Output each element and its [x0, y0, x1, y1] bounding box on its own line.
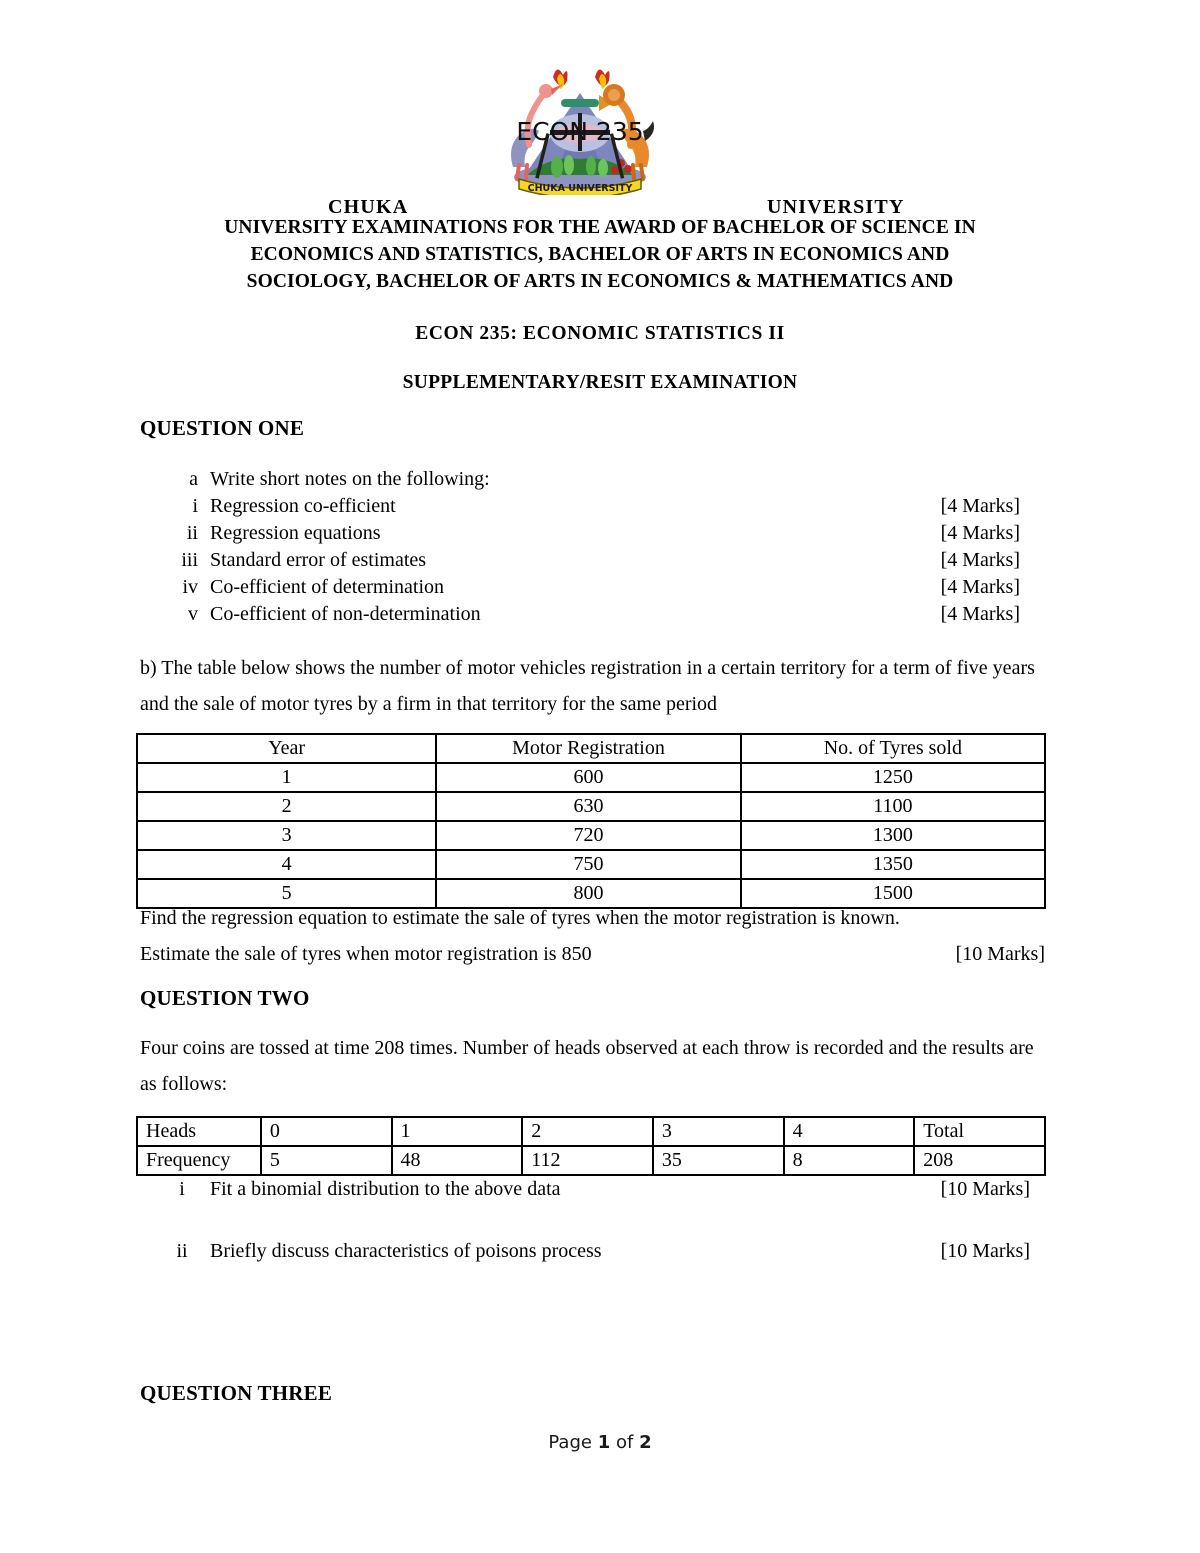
table-row-heads: [137, 1117, 1045, 1146]
list-item-marks: [4 Marks]: [940, 495, 1020, 517]
list-item-text: Regression equations: [210, 522, 381, 544]
cell-motor-registration: 630: [436, 792, 740, 821]
cell-year: 4: [137, 850, 436, 879]
list-item-marker: v: [188, 603, 198, 625]
university-name-left: CHUKA: [328, 196, 409, 218]
cell-frequency-value: 48: [392, 1146, 523, 1175]
question-one-sub-items: [140, 468, 1030, 630]
cell-motor-registration: 720: [436, 821, 740, 850]
table-row: [137, 763, 1045, 792]
cell-frequency-value: 5: [261, 1146, 392, 1175]
question-two-heading: QUESTION TWO: [140, 986, 310, 1010]
cell-tyres-sold: 1350: [741, 850, 1045, 879]
list-item-marker: a: [189, 468, 198, 490]
list-item-marker: i: [179, 1178, 185, 1200]
table-row: [137, 821, 1045, 850]
exam-title-block: [150, 214, 1050, 394]
cell-year: 1: [137, 763, 436, 792]
cell-heads-value: 4: [784, 1117, 915, 1146]
question-one-part-b-paragraph: b) The table below shows the number of motor vehicles registration in a certain territory for a term of five years and the sale of motor tyres by a firm in that territory for the same period: [140, 657, 1035, 715]
cell-motor-registration: 750: [436, 850, 740, 879]
list-item: [140, 495, 1030, 522]
find-line-2-wrap: [140, 936, 1045, 972]
cell-year: 3: [137, 821, 436, 850]
list-item-text: Regression co-efficient: [210, 495, 396, 517]
list-item-text: Standard error of estimates: [210, 549, 427, 571]
econ-code-overlay: ECON 235: [516, 117, 644, 146]
list-item: [140, 1240, 1035, 1272]
column-header-year: Year: [137, 734, 436, 763]
question-three-heading: QUESTION THREE: [140, 1381, 333, 1405]
list-item-marker: iv: [182, 576, 198, 598]
cell-heads-value: 1: [392, 1117, 523, 1146]
list-item-marks: [4 Marks]: [940, 576, 1020, 598]
list-item: [140, 468, 1030, 495]
cell-year: 2: [137, 792, 436, 821]
footer-page-middle: of: [615, 1432, 634, 1453]
exam-type-title: SUPPLEMENTARY/RESIT EXAMINATION: [402, 372, 798, 393]
list-item-marks: [4 Marks]: [940, 603, 1020, 625]
title-line-1: UNIVERSITY EXAMINATIONS FOR THE AWARD OF BACHELOR OF SCIENCE IN: [224, 217, 976, 238]
find-marks: [10 Marks]: [955, 943, 1045, 965]
question-two-items: [140, 1178, 1035, 1302]
table-header-row: [137, 734, 1045, 763]
column-header-tyres-sold: No. of Tyres sold: [741, 734, 1045, 763]
title-line-3: SOCIOLOGY, BACHELOR OF ARTS IN ECONOMICS & MATHEMATICS AND: [246, 271, 954, 292]
document-header: [0, 55, 1200, 218]
cell-frequency-value: 112: [522, 1146, 653, 1175]
footer-page-prefix: Page: [548, 1432, 592, 1453]
list-item: [140, 549, 1030, 576]
cell-tyres-sold: 1100: [741, 792, 1045, 821]
cell-tyres-sold: 1300: [741, 821, 1045, 850]
footer-current-page: 1: [597, 1432, 611, 1453]
footer-total-pages: 2: [639, 1432, 652, 1453]
list-item-marker: ii: [176, 1240, 188, 1262]
list-item-text: Co-efficient of determination: [210, 576, 444, 598]
question-two-intro-paragraph: Four coins are tossed at time 208 times. Number of heads observed at each throw is recorded and the results are as follows:: [140, 1037, 1034, 1095]
table-row: [137, 850, 1045, 879]
page-footer: [0, 1432, 1200, 1453]
cell-motor-registration: 600: [436, 763, 740, 792]
title-line-2: ECONOMICS AND STATISTICS, BACHELOR OF ARTS IN ECONOMICS AND: [250, 244, 950, 265]
cell-heads-total-label: Total: [914, 1117, 1045, 1146]
cell-heads-value: 2: [522, 1117, 653, 1146]
list-item-text: Co-efficient of non-determination: [210, 603, 481, 625]
list-item-marker: i: [192, 495, 198, 517]
cell-motor-registration: 800: [436, 879, 740, 908]
course-code-title: ECON 235: ECONOMIC STATISTICS II: [415, 323, 785, 344]
list-item: [140, 603, 1030, 630]
crest-banner-label: CHUKA UNIVERSITY: [527, 183, 633, 194]
cell-heads-value: 0: [261, 1117, 392, 1146]
list-item: [140, 576, 1030, 603]
list-item-text: Briefly discuss characteristics of poisons process: [210, 1240, 602, 1262]
cell-tyres-sold: 1250: [741, 763, 1045, 792]
list-item-text: Write short notes on the following:: [210, 468, 490, 490]
find-line-1: Find the regression equation to estimate the sale of tyres when the motor registration is known.: [140, 907, 900, 929]
list-item: [140, 1178, 1035, 1210]
table-row-frequency: [137, 1146, 1045, 1175]
cell-frequency-total: 208: [914, 1146, 1045, 1175]
row-label-heads: Heads: [137, 1117, 261, 1146]
question-one-find-instructions: [140, 900, 1045, 972]
table-row: [137, 792, 1045, 821]
row-label-frequency: Frequency: [137, 1146, 261, 1175]
list-item-marks: [4 Marks]: [940, 522, 1020, 544]
cell-tyres-sold: 1500: [741, 879, 1045, 908]
find-line-2: Estimate the sale of tyres when motor registration is 850: [140, 943, 592, 965]
university-name-right: UNIVERSITY: [767, 196, 905, 218]
cell-heads-value: 3: [653, 1117, 784, 1146]
cell-frequency-value: 35: [653, 1146, 784, 1175]
list-item: [140, 522, 1030, 549]
cell-frequency-value: 8: [784, 1146, 915, 1175]
list-item-marks: [10 Marks]: [940, 1178, 1030, 1200]
cell-year: 5: [137, 879, 436, 908]
column-header-motor-registration: Motor Registration: [436, 734, 740, 763]
list-item-marker: ii: [186, 522, 198, 544]
list-item-text: Fit a binomial distribution to the above data: [210, 1178, 561, 1200]
list-item-marks: [4 Marks]: [940, 549, 1020, 571]
motor-registration-table: [136, 733, 1046, 909]
list-item-marks: [10 Marks]: [940, 1240, 1030, 1262]
list-item-marker: iii: [181, 549, 198, 571]
question-one-heading: QUESTION ONE: [140, 416, 305, 440]
heads-frequency-table: [136, 1116, 1046, 1176]
